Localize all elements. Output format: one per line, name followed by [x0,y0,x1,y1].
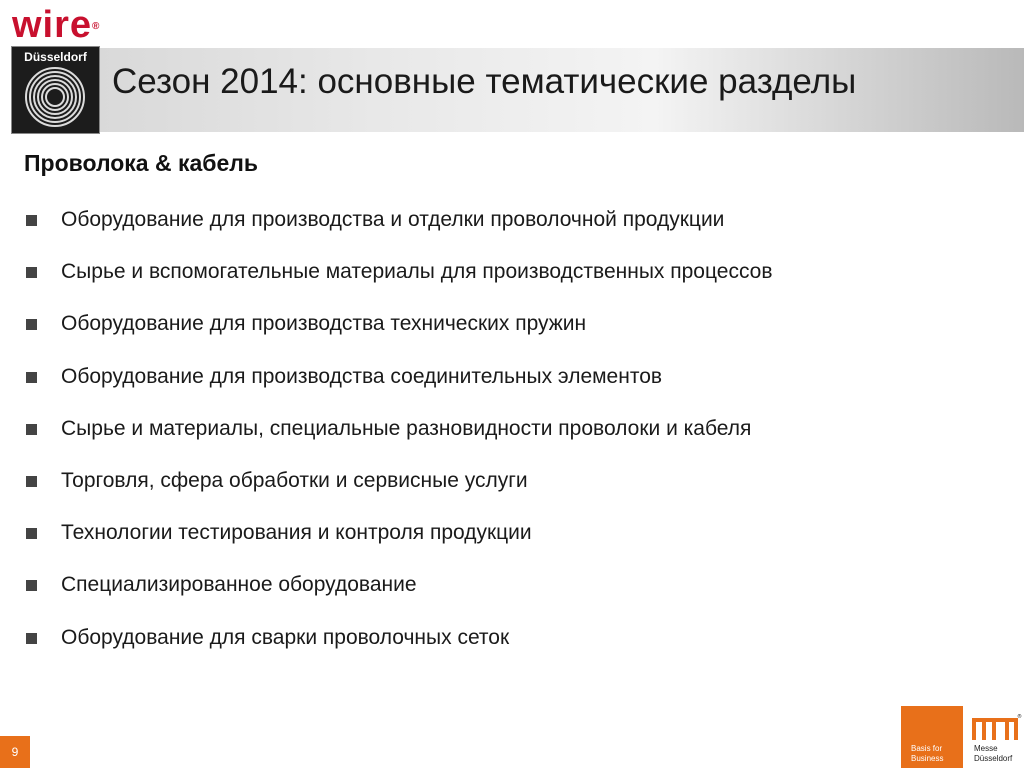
list-item-text: Оборудование для сварки проволочных сеток [61,625,510,649]
page-number: 9 [0,736,30,768]
list-item-text: Специализированное оборудование [61,573,417,597]
square-bullet-icon [26,580,37,591]
basis-for-business-badge [901,706,963,768]
list-item [26,253,773,305]
logo-city: Düsseldorf [24,50,87,64]
square-bullet-icon [26,319,37,330]
wire-coil-icon [22,65,88,129]
basis-line2: Business [911,754,944,763]
list-item [26,201,773,253]
list-item-text: Технологии тестирования и контроля продукции [61,521,532,545]
messe-dusseldorf-logo [968,708,1024,768]
square-bullet-icon [26,528,37,539]
list-item [26,566,773,618]
square-bullet-icon [26,372,37,383]
messe-line1: Messe [974,744,998,753]
square-bullet-icon [26,424,37,435]
wire-logo-text: wire [12,4,93,46]
list-item [26,619,773,671]
messe-m-logo-icon [970,712,1022,742]
square-bullet-icon [26,633,37,644]
square-bullet-icon [26,476,37,487]
page-title: Сезон 2014: основные тематические разделы [112,62,857,101]
list-item-text: Оборудование для производства соединительных элементов [61,364,663,388]
svg-text:®: ® [1017,714,1022,720]
registered-mark: ® [92,21,101,32]
bullet-list [26,201,773,671]
basis-line1: Basis for [911,744,943,753]
title-bar [100,48,1024,132]
list-item-text: Торговля, сфера обработки и сервисные услуги [61,468,528,492]
list-item [26,305,773,357]
list-item [26,358,773,410]
messe-line2: Düsseldorf [974,754,1013,763]
list-item-text: Оборудование для производства и отделки проволочной продукции [61,208,725,231]
list-item [26,514,773,566]
square-bullet-icon [26,215,37,226]
list-item-text: Оборудование для производства технических пружин [61,312,587,336]
list-item-text: Сырье и материалы, специальные разновидности проволоки и кабеля [61,416,752,440]
wire-logo [12,6,100,44]
section-heading: Проволока & кабель [24,150,259,176]
list-item-text: Сырье и вспомогательные материалы для производственных процессов [61,260,773,284]
list-item [26,462,773,514]
square-bullet-icon [26,267,37,278]
list-item [26,410,773,462]
dusseldorf-logo-box [11,46,100,134]
